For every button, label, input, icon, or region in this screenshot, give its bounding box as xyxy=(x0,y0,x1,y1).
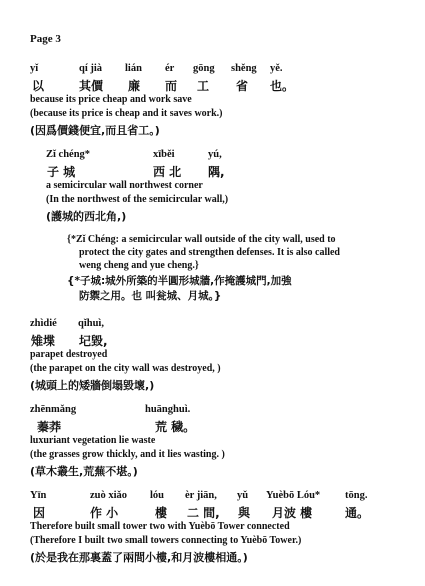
hanzi-word: 樓 xyxy=(155,506,168,520)
pinyin-word: yǔ xyxy=(237,490,249,501)
hanzi-word: 廉 xyxy=(128,79,141,93)
chinese-translation: (城頭上的矮牆倒塌毀壞,) xyxy=(30,379,155,392)
hanzi-word: 二 間, xyxy=(187,506,220,520)
hanzi-word: 與 xyxy=(238,506,251,520)
pinyin-word: gōng xyxy=(193,63,215,74)
pinyin-word: lián xyxy=(125,63,142,74)
english-translation: (the grasses grow thickly, and it lies wasting. ) xyxy=(30,449,225,460)
pinyin-word: yú, xyxy=(208,149,222,160)
english-gloss: parapet destroyed xyxy=(30,349,108,360)
pinyin-word: qǐhuì, xyxy=(78,318,104,329)
footnote-line: weng cheng and yue cheng.} xyxy=(79,260,199,271)
pinyin-word: huānghuì. xyxy=(145,404,191,415)
chinese-translation: (因爲價錢便宜,而且省工。) xyxy=(30,124,160,137)
pinyin-word: èr jiān, xyxy=(185,490,217,501)
hanzi-word: 作 小 xyxy=(90,506,119,520)
pinyin-word: yě. xyxy=(270,63,283,74)
pinyin-word: zhìdié xyxy=(30,318,57,329)
footnote-line-zh: 防禦之用。也 叫瓮城、月城。} xyxy=(79,290,222,302)
page-number: Page 3 xyxy=(30,33,61,45)
english-gloss: Therefore built small tower two with Yuèbō Tower connected xyxy=(30,521,290,532)
hanzi-word: 通。 xyxy=(345,506,370,520)
pinyin-word: zhēnmǎng xyxy=(30,404,77,415)
hanzi-word: 以 xyxy=(32,79,45,93)
pinyin-word: qí jià xyxy=(79,63,103,74)
hanzi-word: 隅, xyxy=(208,165,225,179)
english-translation: (Therefore I built two small towers connecting to Yuèbō Tower.) xyxy=(30,535,302,546)
hanzi-word: 月波 樓 xyxy=(272,506,313,520)
hanzi-word: 蓁莽 xyxy=(37,420,62,434)
hanzi-word: 荒 穢。 xyxy=(155,420,196,434)
pinyin-word: Zǐ chéng* xyxy=(46,149,91,160)
hanzi-word: 也。 xyxy=(270,79,295,93)
footnote-line: {*Zǐ Chéng: a semicircular wall outside of the city wall, used to xyxy=(67,234,336,245)
english-translation: (because its price is cheap and it saves work.) xyxy=(30,108,223,119)
hanzi-word: 省 xyxy=(236,79,249,93)
footnote-line-zh: {*子城:城外所築的半圓形城牆,作掩護城門,加強 xyxy=(67,275,292,287)
english-translation: (the parapet on the city wall was destroyed, ) xyxy=(30,363,221,374)
hanzi-word: 其價 xyxy=(79,79,104,93)
hanzi-word: 圮毀, xyxy=(79,334,108,348)
hanzi-word: 工 xyxy=(197,79,210,93)
english-gloss: luxuriant vegetation lie waste xyxy=(30,435,156,446)
hanzi-word: 西 北 xyxy=(153,165,182,179)
pinyin-word: tōng. xyxy=(345,490,368,501)
hanzi-word: 雉堞 xyxy=(31,334,56,348)
hanzi-word: 而 xyxy=(165,79,178,93)
hanzi-word: 子 城 xyxy=(47,165,76,179)
pinyin-word: shěng xyxy=(231,63,257,74)
pinyin-word: zuò xiǎo xyxy=(90,490,128,501)
chinese-translation: (護城的西北角,) xyxy=(46,210,127,223)
english-gloss: a semicircular wall northwest corner xyxy=(46,180,203,191)
pinyin-word: xīběi xyxy=(153,149,175,160)
english-gloss: because its price cheap and work save xyxy=(30,94,192,105)
pinyin-word: yǐ xyxy=(30,63,39,74)
pinyin-word: lóu xyxy=(150,490,165,501)
pinyin-word: Yuèbō Lóu* xyxy=(266,490,321,501)
footnote-line: protect the city gates and strengthen defenses. It is also called xyxy=(79,247,340,258)
pinyin-word: ér xyxy=(165,63,175,74)
chinese-translation: (於是我在那裏蓋了兩間小樓,和月波樓相通。) xyxy=(30,551,248,564)
pinyin-word: Yīn xyxy=(30,490,47,501)
hanzi-word: 因 xyxy=(33,506,46,520)
chinese-translation: (草木叢生,荒蕪不堪。) xyxy=(30,465,138,478)
english-translation: (In the northwest of the semicircular wall,) xyxy=(46,194,229,205)
